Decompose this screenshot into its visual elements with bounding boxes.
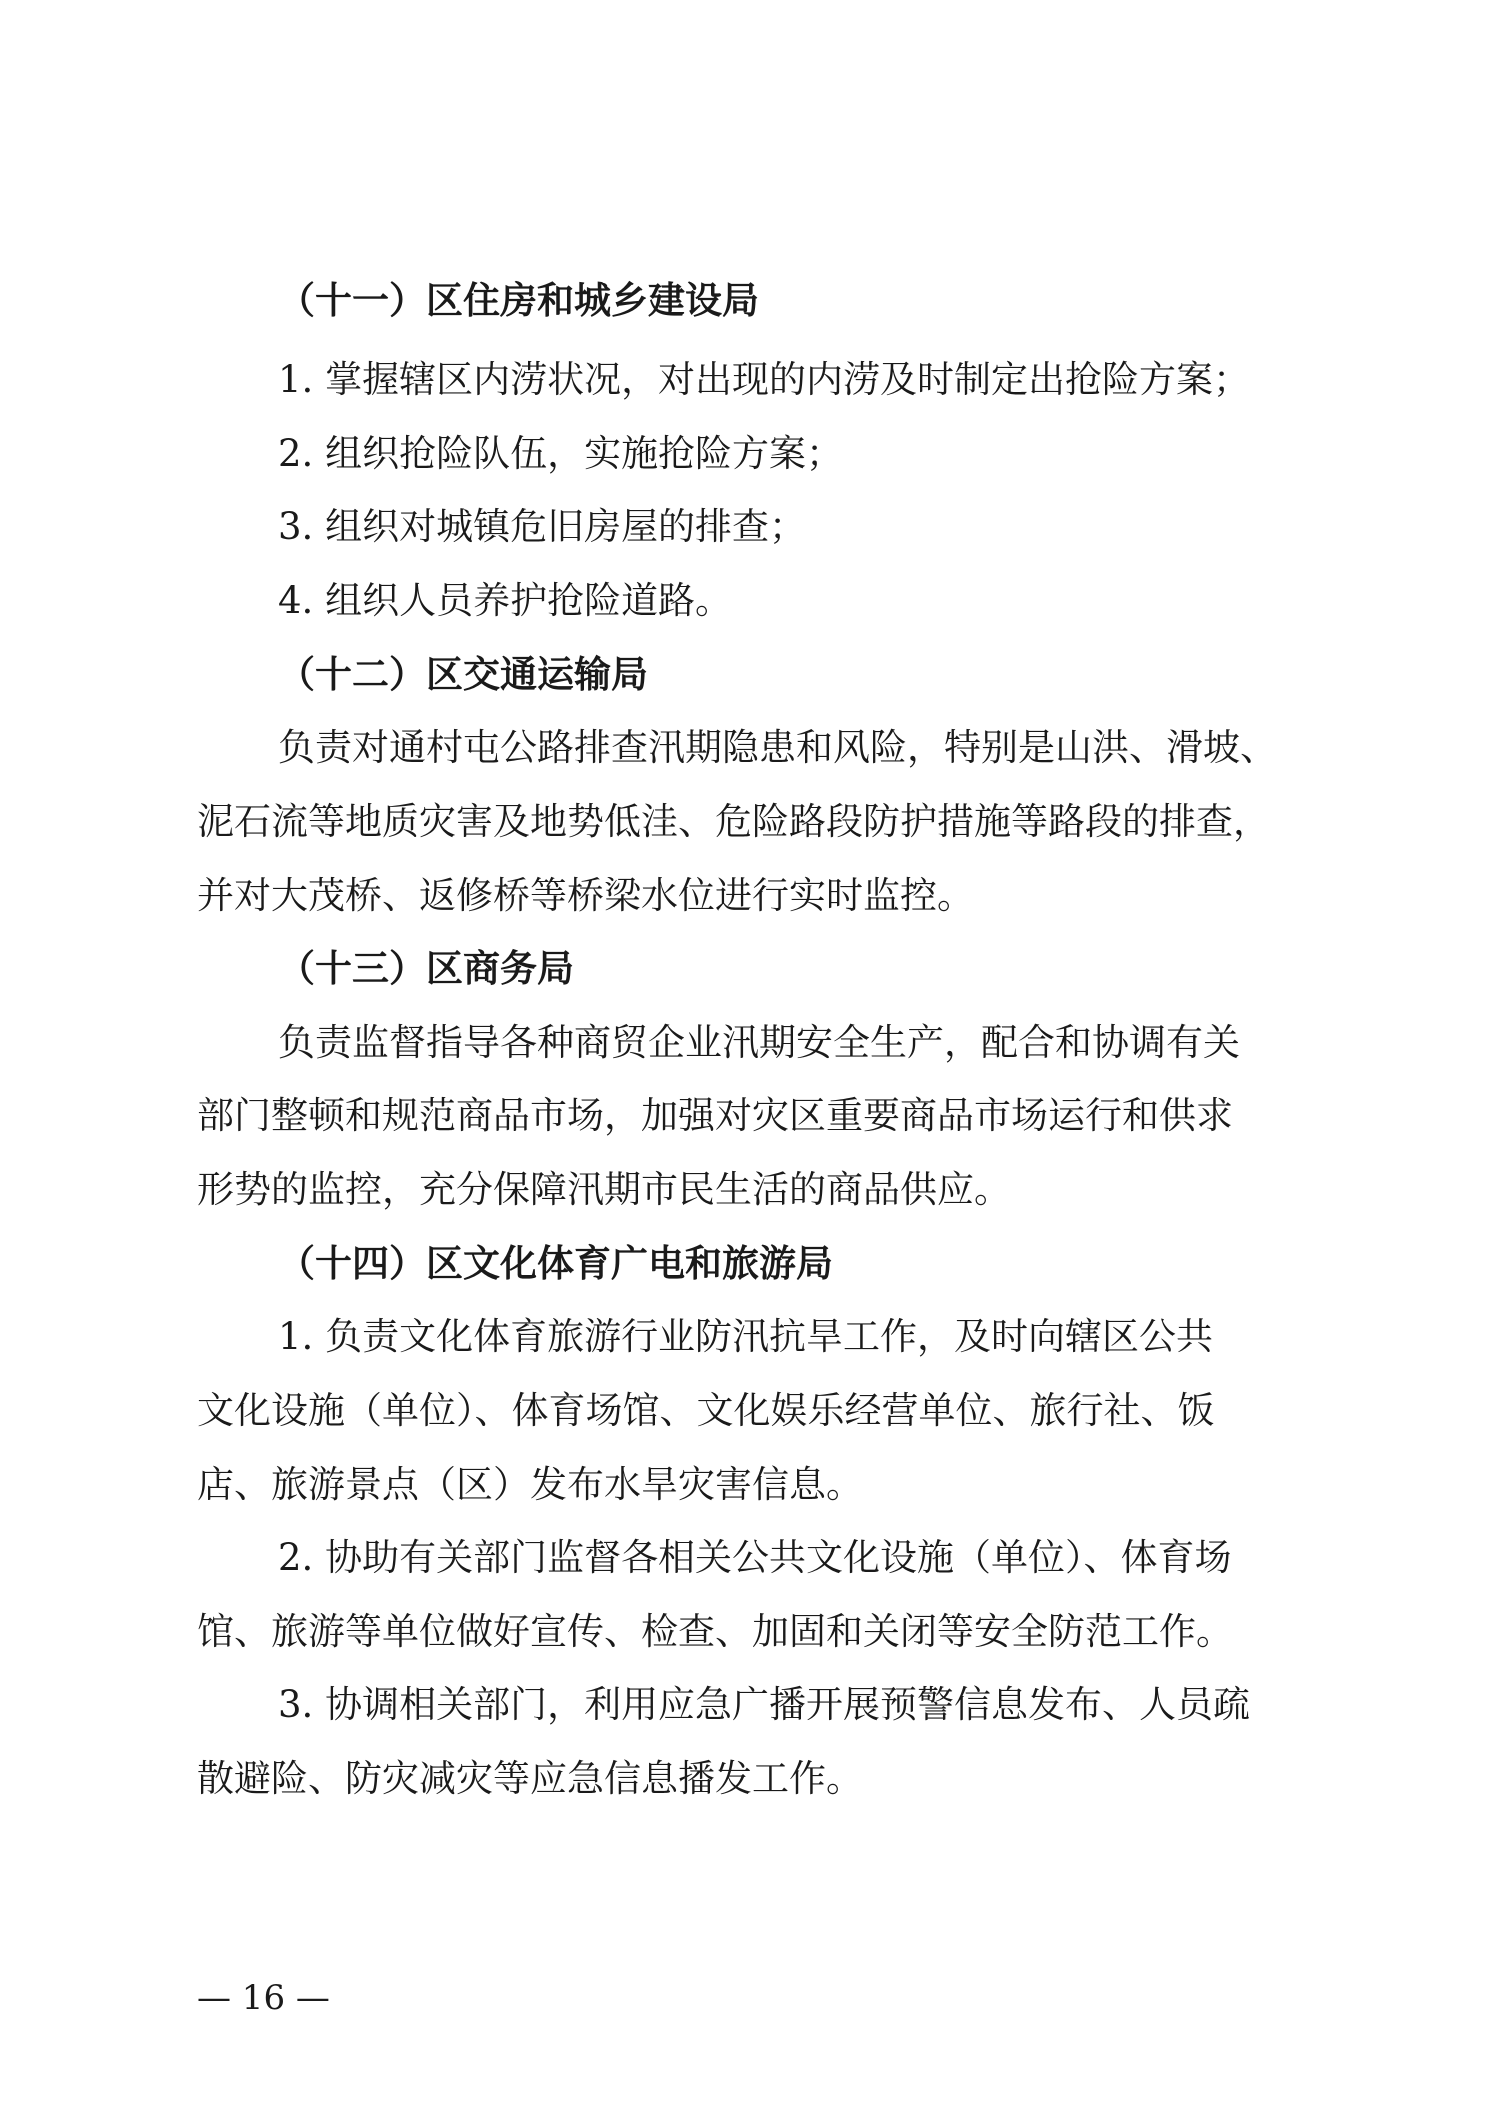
- paragraph-line: 并对大茂桥、返修桥等桥梁水位进行实时监控。: [197, 874, 974, 917]
- paragraph-line: 负责监督指导各种商贸企业汛期安全生产，配合和协调有关: [278, 1021, 1240, 1064]
- paragraph-line: 散避险、防灾减灾等应急信息播发工作。: [197, 1757, 863, 1800]
- paragraph-line: 1. 负责文化体育旅游行业防汛抗旱工作，及时向辖区公共: [278, 1315, 1214, 1358]
- paragraph-line: 2. 协助有关部门监督各相关公共文化设施（单位）、体育场: [278, 1536, 1232, 1579]
- paragraph-line: 泥石流等地质灾害及地势低洼、危险路段防护措施等路段的排查，: [197, 800, 1270, 843]
- paragraph-line: 店、旅游景点（区）发布水旱灾害信息。: [197, 1463, 863, 1506]
- section-heading-13: （十三）区商务局: [278, 947, 574, 990]
- section-heading-14: （十四）区文化体育广电和旅游局: [278, 1242, 833, 1285]
- paragraph-line: 3. 协调相关部门，利用应急广播开展预警信息发布、人员疏: [278, 1683, 1251, 1726]
- paragraph-line: 部门整顿和规范商品市场，加强对灾区重要商品市场运行和供求: [197, 1094, 1233, 1137]
- paragraph-line: 4. 组织人员养护抢险道路。: [278, 579, 733, 622]
- section-heading-11: （十一）区住房和城乡建设局: [278, 279, 759, 322]
- page-number: — 16 —: [197, 1978, 330, 2018]
- paragraph-line: 3. 组织对城镇危旧房屋的排查；: [278, 505, 807, 548]
- section-heading-12: （十二）区交通运输局: [278, 653, 648, 696]
- paragraph-line: 负责对通村屯公路排查汛期隐患和风险，特别是山洪、滑坡、: [278, 726, 1277, 769]
- paragraph-line: 馆、旅游等单位做好宣传、检查、加固和关闭等安全防范工作。: [197, 1610, 1233, 1653]
- paragraph-line: 形势的监控，充分保障汛期市民生活的商品供应。: [197, 1168, 1011, 1211]
- paragraph-line: 1. 掌握辖区内涝状况，对出现的内涝及时制定出抢险方案；: [278, 358, 1251, 401]
- paragraph-line: 2. 组织抢险队伍，实施抢险方案；: [278, 432, 844, 475]
- paragraph-line: 文化设施（单位）、体育场馆、文化娱乐经营单位、旅行社、饭: [197, 1389, 1215, 1432]
